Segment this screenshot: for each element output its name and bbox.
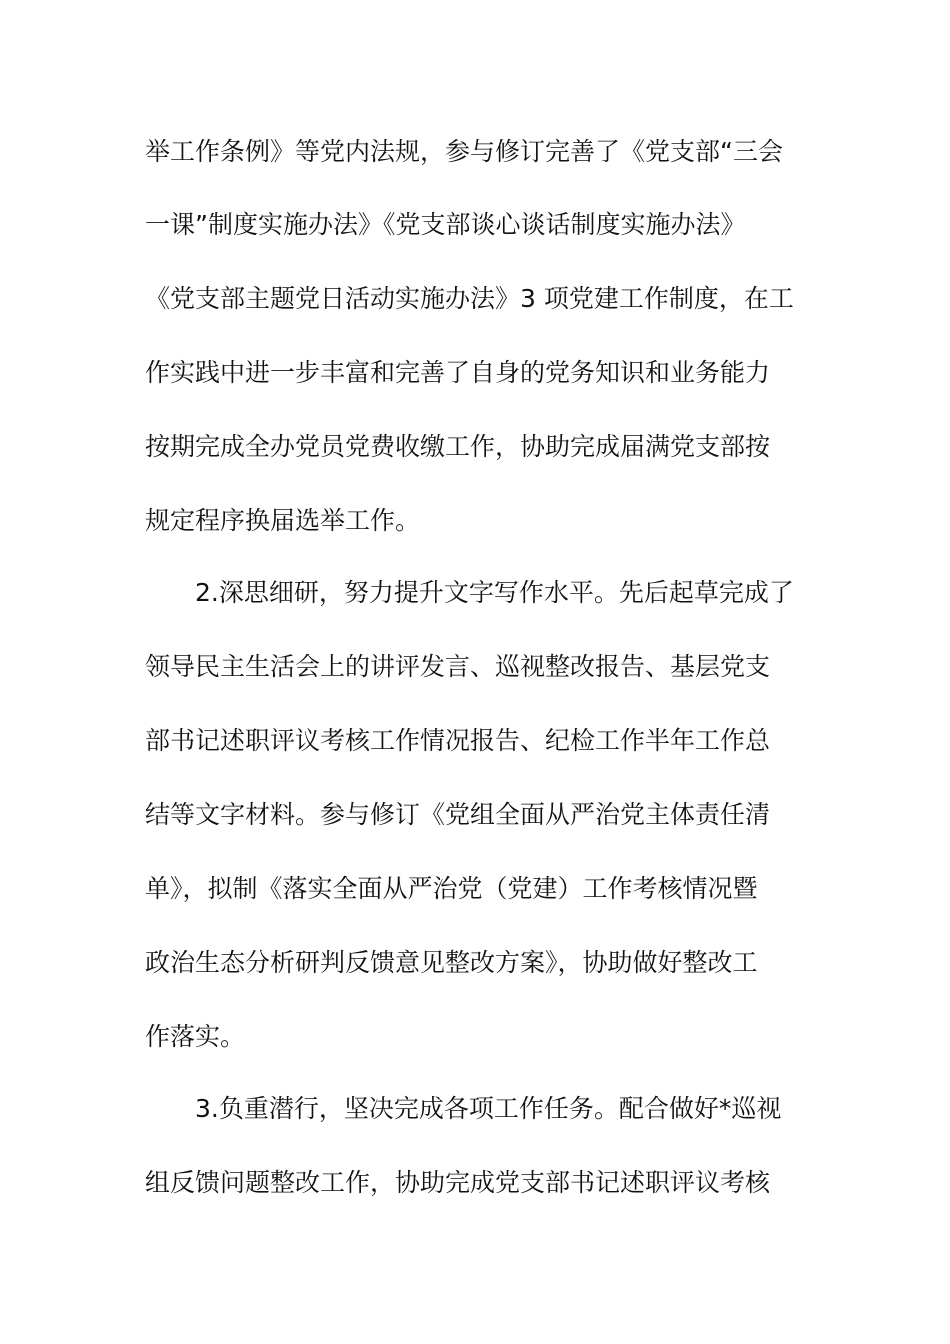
text-line: 单》，拟制《落实全面从严治党（党建）工作考核情况暨 [145, 874, 758, 903]
text-line: 部书记述职评议考核工作情况报告、纪检工作半年工作总 [145, 726, 771, 755]
text-line: 组反馈问题整改工作，协助完成党支部书记述职评议考核 [145, 1168, 771, 1197]
text-line: 作实践中进一步丰富和完善了自身的党务知识和业务能力 [145, 358, 771, 387]
text-line: 政治生态分析研判反馈意见整改方案》，协助做好整改工 [145, 948, 758, 977]
text-line: 作落实。 [145, 1022, 246, 1051]
text-line: 按期完成全办党员党费收缴工作，协助完成届满党支部按 [145, 432, 771, 461]
paragraph-2-first-line: 2.深思细研，努力提升文字写作水平。先后起草完成了 [195, 578, 794, 607]
paragraph-3-first-line: 3.负重潜行，坚决完成各项工作任务。配合做好*巡视 [195, 1094, 782, 1123]
text-line: 结等文字材料。参与修订《党组全面从严治党主体责任清 [145, 800, 771, 829]
text-line: 领导民主生活会上的讲评发言、巡视整改报告、基层党支 [145, 652, 771, 681]
text-line: 一课”制度实施办法》《党支部谈心谈话制度实施办法》 [145, 210, 746, 239]
text-line: 规定程序换届选举工作。 [145, 506, 421, 535]
text-line: 《党支部主题党日活动实施办法》3 项党建工作制度，在工 [145, 284, 794, 313]
text-line: 举工作条例》等党内法规，参与修订完善了《党支部“三会 [145, 137, 783, 166]
